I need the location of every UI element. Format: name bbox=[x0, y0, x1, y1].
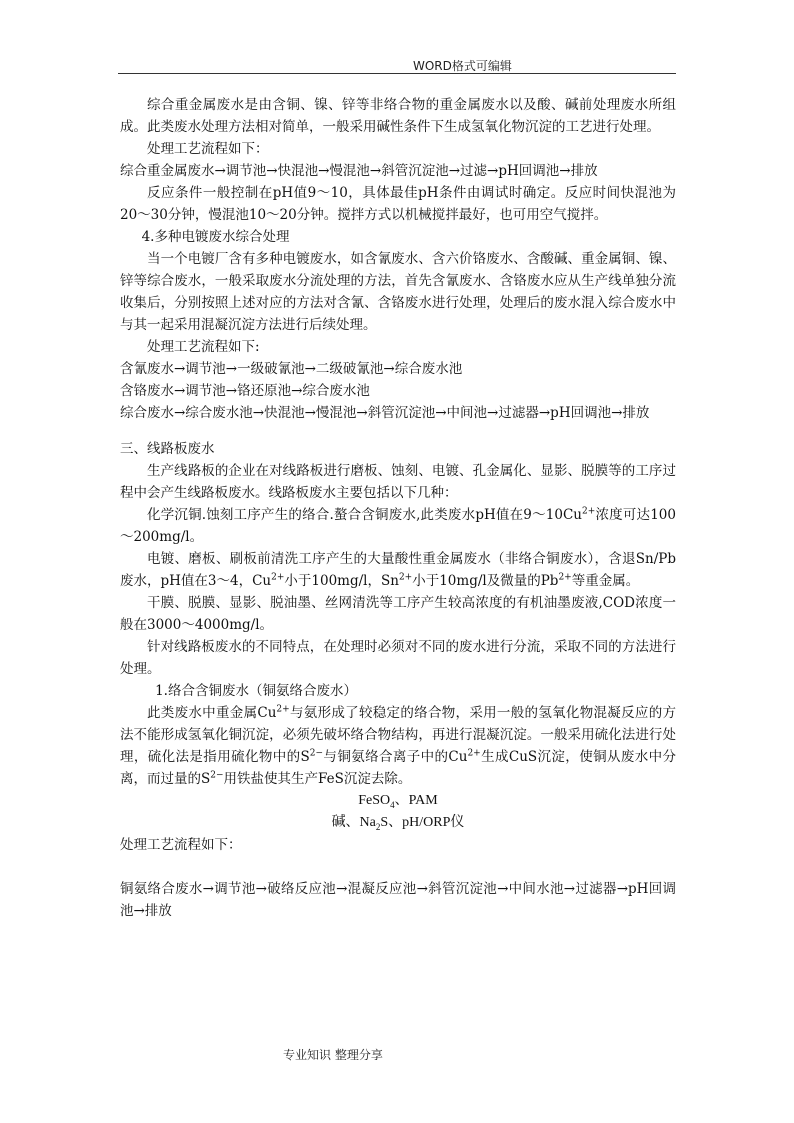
superscript: 2+ bbox=[276, 704, 290, 715]
reagent-label bbox=[120, 812, 676, 834]
paragraph: 处理工艺流程如下： bbox=[147, 141, 269, 157]
process-flow: 含铬废水→调节池→铬还原池→综合废水池 bbox=[120, 383, 370, 399]
paragraph bbox=[120, 504, 676, 548]
text-run: S、pH/ORP仪 bbox=[380, 815, 465, 830]
text-run: 碱、Na bbox=[331, 815, 376, 830]
process-flow: 含氰废水→调节池→一级破氰池→二级破氰池→综合废水池 bbox=[120, 361, 463, 377]
text-run: FeSO bbox=[358, 793, 391, 808]
text-run: 化学沉铜.蚀刻工序产生的络合.螯合含铜废水,此类废水pH值在9～10Cu bbox=[147, 507, 582, 523]
section-heading: 4.多种电镀废水综合处理 bbox=[141, 229, 290, 245]
paragraph: 当一个电镀厂含有多种电镀废水，如含氰废水、含六价铬废水、含酸碱、重金属铜、镍、锌等综合废水，一般采取废水分流处理的方法，首先含氰废水、含铬废水应从生产线单独分流收集后，分别按照上述对应的方法对含氰、含铬废水进行处理，处理后的废水混入综合废水中与其一起采用混凝沉淀方法进行后续处理。 bbox=[120, 251, 676, 333]
paragraph: 处理工艺流程如下: bbox=[147, 339, 260, 355]
process-flow: 综合废水→综合废水池→快混池→慢混池→斜管沉淀池→中间池→过滤器→pH回调池→排放 bbox=[120, 405, 650, 421]
text-run: 与氨形成了较稳定的络合物，采用一般的氢氧化物混凝反应的方法不能形成氢氧化铜沉淀，必须先破坏络合物结构，再进行混凝沉淀。一般采用硫化法进行处理，硫化法是指用硫化物中的S bbox=[120, 705, 676, 765]
header-divider bbox=[118, 73, 676, 74]
process-flow: 综合重金属废水→调节池→快混池→慢混池→斜管沉淀池→过滤→pH回调池→排放 bbox=[120, 163, 598, 179]
section-heading: 1.络合含铜废水（铜氨络合废水） bbox=[155, 683, 357, 699]
paragraph: 综合重金属废水是由含铜、镍、锌等非络合物的重金属废水以及酸、碱前处理废水所组成。此类废水处理方法相对简单，一般采用碱性条件下生成氢氧化物沉淀的工艺进行处理。 bbox=[120, 97, 676, 135]
paragraph: 针对线路板废水的不同特点，在处理时必须对不同的废水进行分流，采取不同的方法进行处理。 bbox=[120, 639, 676, 677]
text-run: 小于10mg/l及微量的Pb bbox=[412, 573, 559, 589]
text-run: 浓度可达100～200mg/l。 bbox=[120, 507, 676, 545]
subscript: 2 bbox=[375, 821, 381, 832]
text-run: 用铁盐使其生产FeS沉淀去除。 bbox=[223, 771, 412, 787]
paragraph: 生产线路板的企业在对线路板进行磨板、蚀刻、电镀、孔金属化、显影、脱膜等的工序过程中会产生线路板废水。线路板废水主要包括以下几种： bbox=[120, 463, 676, 501]
reagent-label bbox=[120, 790, 676, 812]
document-body bbox=[120, 94, 676, 922]
superscript: 2− bbox=[309, 748, 324, 759]
text-run: 等重金属。 bbox=[571, 573, 640, 589]
subscript: 4 bbox=[390, 799, 395, 810]
paragraph bbox=[120, 548, 676, 592]
text-run: 此类废水中重金属Cu bbox=[147, 705, 277, 721]
page-footer: 专业知识 整理分享 bbox=[283, 1048, 383, 1062]
superscript: 2+ bbox=[271, 572, 285, 583]
superscript: 2− bbox=[210, 770, 224, 781]
text-run: 与铜氨络合离子中的Cu bbox=[323, 749, 468, 765]
section-heading: 三、线路板废水 bbox=[120, 441, 215, 457]
process-flow: 铜氨络合废水→调节池→破络反应池→混凝反应池→斜管沉淀池→中间水池→过滤器→pH回调池→排放 bbox=[120, 881, 676, 919]
paragraph bbox=[120, 702, 676, 790]
superscript: 2+ bbox=[581, 506, 596, 517]
text-run: 生成CuS沉淀，使铜从废水中分离，而过量的S bbox=[120, 749, 677, 787]
page-header: WORD格式可编辑 bbox=[413, 59, 512, 73]
paragraph: 干膜、脱膜、显影、脱油墨、丝网清洗等工序产生较高浓度的有机油墨废液,COD浓度一般在3000～4000mg/l。 bbox=[120, 595, 676, 633]
text-run: 电镀、磨板、刷板前清洗工序产生的大量酸性重金属废水（非络合铜废水），含退Sn/Pb废水，pH值在3～4，Cu bbox=[120, 551, 676, 589]
superscript: 2+ bbox=[398, 572, 413, 583]
text-run: 、PAM bbox=[394, 793, 438, 808]
superscript: 2+ bbox=[558, 572, 572, 583]
text-run: 小于100mg/l，Sn bbox=[284, 573, 399, 589]
superscript: 2+ bbox=[467, 748, 481, 759]
paragraph: 处理工艺流程如下： bbox=[120, 837, 242, 853]
paragraph: 反应条件一般控制在pH值9～10，具体最佳pH条件由调试时确定。反应时间快混池为20～30分钟，慢混池10～20分钟。搅拌方式以机械搅拌最好，也可用空气搅拌。 bbox=[120, 185, 676, 223]
